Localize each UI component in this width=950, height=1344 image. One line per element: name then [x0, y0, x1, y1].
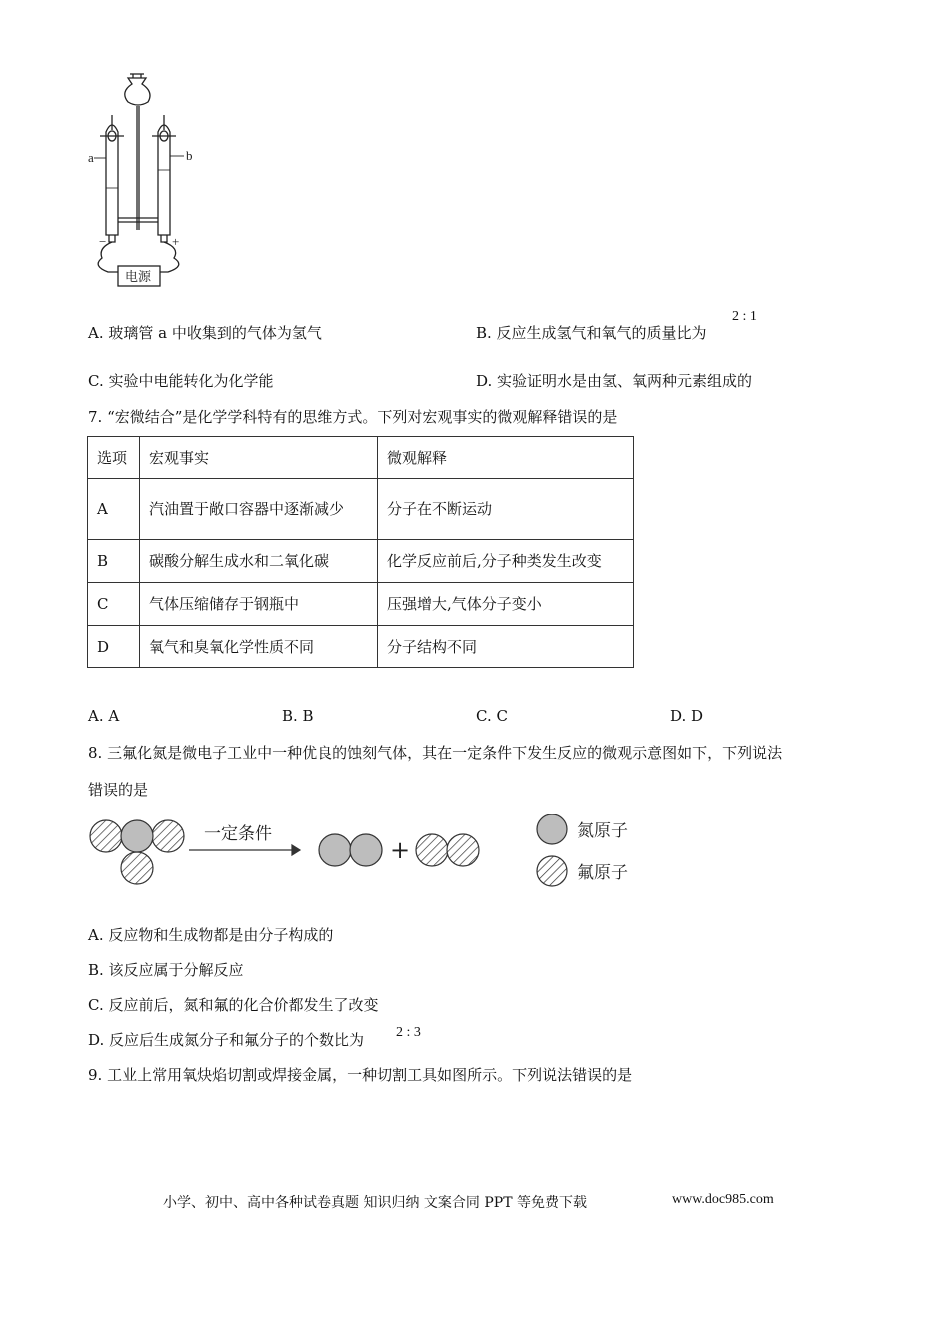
footer-text: 小学、初中、高中各种试卷真题 知识归纳 文案合同 PPT 等免费下载: [163, 1195, 587, 1211]
positive-terminal-label: +: [172, 234, 180, 249]
q6-option-b: B. 反应生成氢气和氧气的质量比为: [476, 324, 707, 342]
q8-stem-line2: 错误的是: [88, 781, 149, 799]
q6-option-c: C. 实验中电能转化为化学能: [88, 372, 274, 390]
fluorine-atom: [152, 820, 184, 852]
tube-a-label: a: [88, 150, 94, 165]
nitrogen-atom: [319, 834, 351, 866]
q6-option-a: A. 玻璃管 a 中收集到的气体为氢气: [88, 324, 322, 342]
q8-stem-line1: 8. 三氟化氮是微电子工业中一种优良的蚀刻气体，其在一定条件下发生反应的微观示意图如下，下列说法: [88, 744, 783, 762]
table-cell: 碳酸分解生成水和二氧化碳: [140, 540, 378, 583]
table-header-row: [88, 437, 634, 479]
table-cell: D: [88, 626, 140, 668]
fluorine-atom: [121, 852, 153, 884]
table-cell: 汽油置于敞口容器中逐渐减少: [140, 479, 378, 540]
q9-stem: 9. 工业上常用氧炔焰切割或焊接金属，一种切割工具如图所示。下列说法错误的是: [88, 1066, 633, 1084]
table-cell: 分子在不断运动: [378, 479, 634, 540]
q7-stem: 7. “宏微结合”是化学学科特有的思维方式。下列对宏观事实的微观解释错误的是: [88, 408, 618, 426]
table-cell: 化学反应前后,分子种类发生改变: [378, 540, 634, 583]
table-cell: C: [88, 583, 140, 626]
negative-terminal-label: −: [99, 234, 107, 249]
table-cell: B: [88, 540, 140, 583]
table-row: [88, 479, 634, 540]
table-cell: 氧气和臭氧化学性质不同: [140, 626, 378, 668]
table-row: [88, 626, 634, 668]
power-source-label: 电源: [125, 270, 152, 285]
legend-fluorine-swatch: [537, 856, 567, 886]
nitrogen-atom: [121, 820, 153, 852]
legend-nitrogen-swatch: [537, 814, 567, 844]
plus-sign: +: [390, 836, 411, 864]
q7-option-c: C. C: [476, 707, 508, 725]
q6-option-d: D. 实验证明水是由氢、氧两种元素组成的: [476, 372, 753, 390]
q6-option-b-ratio: 2 : 1: [732, 309, 757, 324]
q8-option-d-ratio: 2 : 3: [396, 1025, 421, 1040]
table-row: [88, 540, 634, 583]
legend-nitrogen-label: 氮原子: [577, 821, 628, 841]
table-cell: 气体压缩储存于钢瓶中: [140, 583, 378, 626]
legend-fluorine-label: 氟原子: [577, 863, 628, 883]
table-header-cell: 宏观事实: [140, 437, 378, 479]
footer-url[interactable]: www.doc985.com: [672, 1192, 774, 1207]
table-cell: 分子结构不同: [378, 626, 634, 668]
tube-b-label: b: [186, 148, 193, 163]
q8-option-b: B. 该反应属于分解反应: [88, 961, 244, 979]
q8-reaction-diagram: [86, 814, 646, 890]
fluorine-atom: [447, 834, 479, 866]
reaction-condition-label: 一定条件: [204, 824, 272, 844]
table-row: [88, 583, 634, 626]
q7-option-d: D. D: [670, 707, 704, 725]
table-cell: A: [88, 479, 140, 540]
table-header-cell: 选项: [88, 437, 140, 479]
nitrogen-atom: [350, 834, 382, 866]
fluorine-atom: [90, 820, 122, 852]
q8-option-a: A. 反应物和生成物都是由分子构成的: [88, 926, 334, 944]
q8-option-c: C. 反应前后，氮和氟的化合价都发生了改变: [88, 996, 379, 1014]
electrolysis-apparatus-figure: [88, 70, 198, 292]
table-cell: 压强增大,气体分子变小: [378, 583, 634, 626]
q7-option-b: B. B: [282, 707, 314, 725]
table-header-cell: 微观解释: [378, 437, 634, 479]
q8-option-d: D. 反应后生成氮分子和氟分子的个数比为: [88, 1031, 365, 1049]
q7-table: [87, 436, 634, 668]
fluorine-atom: [416, 834, 448, 866]
q7-option-a: A. A: [88, 707, 120, 725]
